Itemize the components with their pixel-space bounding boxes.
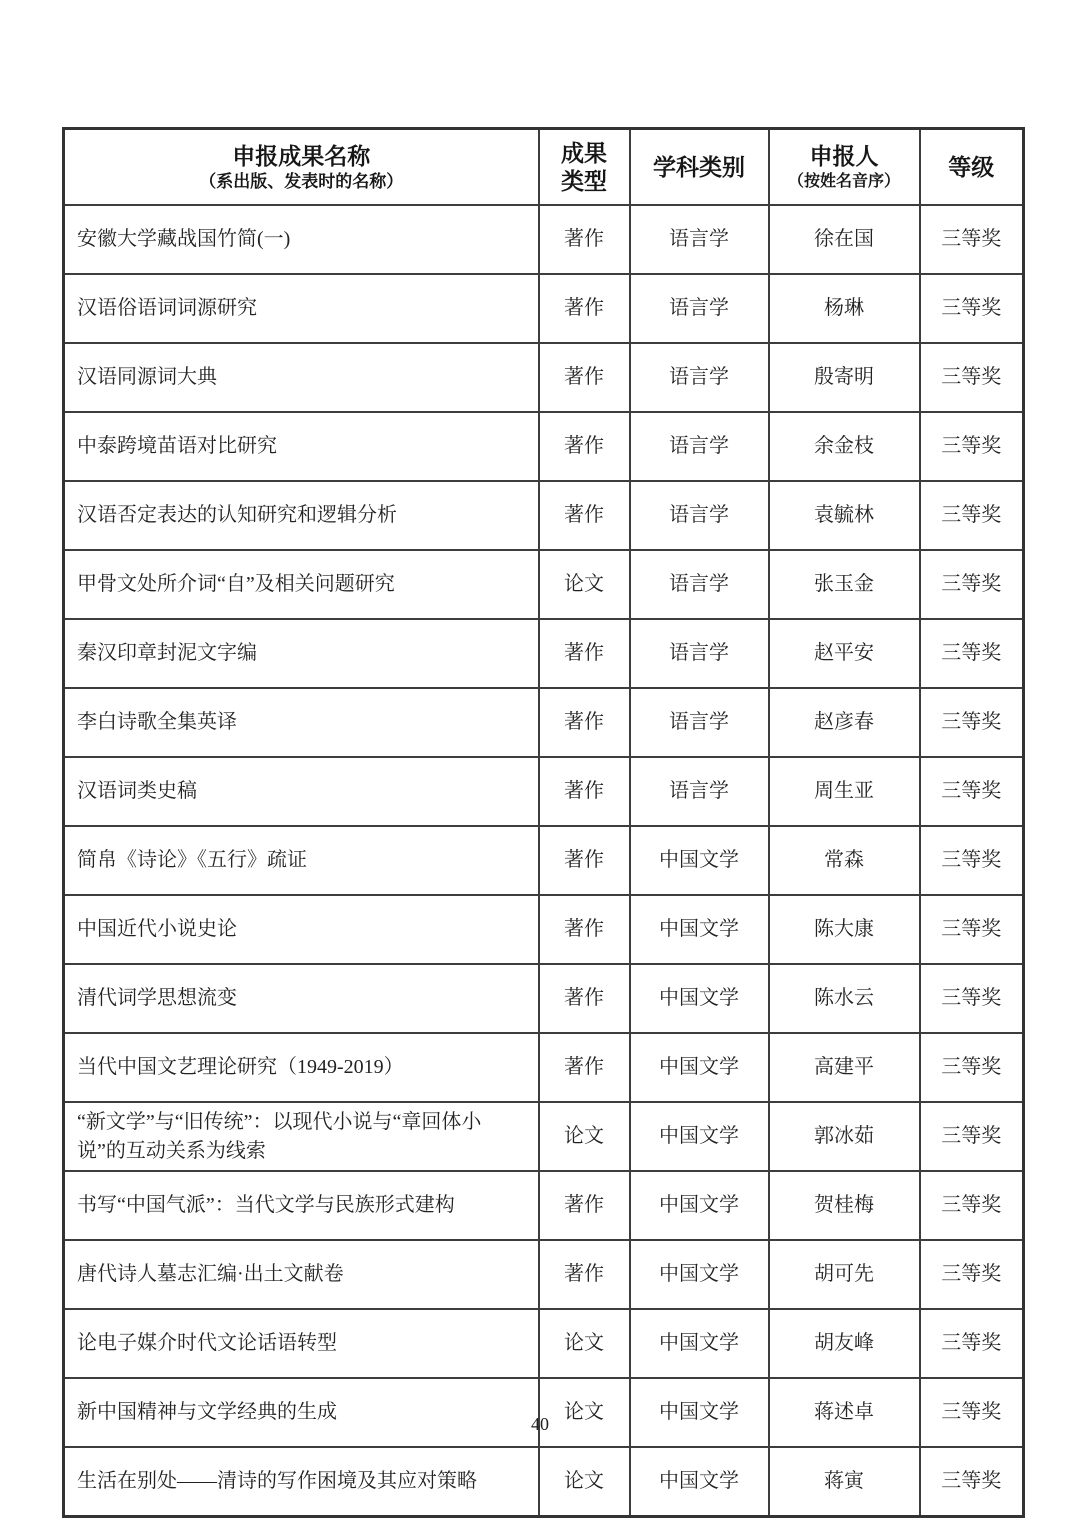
cell-category: 语言学 xyxy=(630,550,769,619)
table-row xyxy=(64,1033,1024,1102)
cell-applicant: 蒋寅 xyxy=(769,1447,920,1517)
table-row xyxy=(64,1378,1024,1447)
cell-applicant: 陈大康 xyxy=(769,895,920,964)
cell-grade: 三等奖 xyxy=(920,757,1024,826)
cell-type: 著作 xyxy=(539,895,630,964)
cell-title: 中泰跨境苗语对比研究 xyxy=(64,412,539,481)
col-header-applicant xyxy=(769,129,920,206)
cell-category: 中国文学 xyxy=(630,1447,769,1517)
cell-applicant: 殷寄明 xyxy=(769,343,920,412)
cell-category: 中国文学 xyxy=(630,1378,769,1447)
cell-grade: 三等奖 xyxy=(920,1378,1024,1447)
cell-type: 著作 xyxy=(539,412,630,481)
cell-title: 简帛《诗论》《五行》疏证 xyxy=(64,826,539,895)
cell-title: 汉语词类史稿 xyxy=(64,757,539,826)
cell-type: 著作 xyxy=(539,688,630,757)
col-header-achievement-type xyxy=(539,129,630,206)
cell-title: 安徽大学藏战国竹简(一) xyxy=(64,205,539,274)
cell-type: 论文 xyxy=(539,550,630,619)
cell-grade: 三等奖 xyxy=(920,1240,1024,1309)
cell-title: 唐代诗人墓志汇编·出土文献卷 xyxy=(64,1240,539,1309)
table-row xyxy=(64,1171,1024,1240)
cell-grade: 三等奖 xyxy=(920,619,1024,688)
col-header-subject-category-label: 学科类别 xyxy=(653,153,745,180)
table-row xyxy=(64,205,1024,274)
cell-grade: 三等奖 xyxy=(920,1447,1024,1517)
cell-grade: 三等奖 xyxy=(920,826,1024,895)
cell-applicant: 袁毓林 xyxy=(769,481,920,550)
cell-grade: 三等奖 xyxy=(920,274,1024,343)
table-row xyxy=(64,1309,1024,1378)
cell-grade: 三等奖 xyxy=(920,550,1024,619)
cell-grade: 三等奖 xyxy=(920,205,1024,274)
table-row xyxy=(64,1447,1024,1517)
cell-type: 著作 xyxy=(539,205,630,274)
cell-grade: 三等奖 xyxy=(920,1171,1024,1240)
cell-category: 中国文学 xyxy=(630,1240,769,1309)
cell-title: 汉语同源词大典 xyxy=(64,343,539,412)
cell-category: 语言学 xyxy=(630,205,769,274)
table-row xyxy=(64,895,1024,964)
cell-applicant: 贺桂梅 xyxy=(769,1171,920,1240)
cell-category: 中国文学 xyxy=(630,1102,769,1171)
col-header-applicant-sublabel: （按姓名音序） xyxy=(787,173,900,191)
cell-grade: 三等奖 xyxy=(920,1033,1024,1102)
table-row xyxy=(64,412,1024,481)
table-row xyxy=(64,688,1024,757)
cell-category: 中国文学 xyxy=(630,1171,769,1240)
cell-applicant: 高建平 xyxy=(769,1033,920,1102)
cell-category: 语言学 xyxy=(630,274,769,343)
cell-type: 著作 xyxy=(539,619,630,688)
table-row xyxy=(64,481,1024,550)
cell-applicant: 蒋述卓 xyxy=(769,1378,920,1447)
cell-type: 著作 xyxy=(539,1240,630,1309)
cell-title: 清代词学思想流变 xyxy=(64,964,539,1033)
table-body xyxy=(64,205,1024,1517)
cell-applicant: 徐在国 xyxy=(769,205,920,274)
cell-type: 著作 xyxy=(539,964,630,1033)
cell-applicant: 余金枝 xyxy=(769,412,920,481)
col-header-grade-label: 等级 xyxy=(948,153,995,180)
cell-grade: 三等奖 xyxy=(920,688,1024,757)
cell-type: 著作 xyxy=(539,481,630,550)
header-row xyxy=(64,129,1024,206)
cell-applicant: 胡可先 xyxy=(769,1240,920,1309)
cell-title: 汉语俗语词词源研究 xyxy=(64,274,539,343)
cell-type: 著作 xyxy=(539,826,630,895)
cell-applicant: 赵彦春 xyxy=(769,688,920,757)
cell-applicant: 张玉金 xyxy=(769,550,920,619)
cell-applicant: 周生亚 xyxy=(769,757,920,826)
cell-title: 论电子媒介时代文论话语转型 xyxy=(64,1309,539,1378)
cell-category: 中国文学 xyxy=(630,1309,769,1378)
table-row xyxy=(64,1102,1024,1171)
cell-title: “新文学”与“旧传统”：以现代小说与“章回体小说”的互动关系为线索 xyxy=(64,1102,539,1171)
cell-category: 中国文学 xyxy=(630,964,769,1033)
col-header-subject-category xyxy=(630,129,769,206)
col-header-achievement-name xyxy=(64,129,539,206)
cell-title: 秦汉印章封泥文字编 xyxy=(64,619,539,688)
cell-grade: 三等奖 xyxy=(920,412,1024,481)
cell-title: 中国近代小说史论 xyxy=(64,895,539,964)
cell-grade: 三等奖 xyxy=(920,343,1024,412)
cell-title: 生活在别处——清诗的写作困境及其应对策略 xyxy=(64,1447,539,1517)
cell-title: 当代中国文艺理论研究（1949-2019） xyxy=(64,1033,539,1102)
cell-applicant: 杨琳 xyxy=(769,274,920,343)
cell-grade: 三等奖 xyxy=(920,1102,1024,1171)
cell-category: 中国文学 xyxy=(630,826,769,895)
table-row xyxy=(64,826,1024,895)
page-number: 40 xyxy=(531,1414,549,1434)
col-header-achievement-type-label: 成果类型 xyxy=(561,139,607,194)
cell-type: 著作 xyxy=(539,757,630,826)
table-row xyxy=(64,1240,1024,1309)
cell-category: 中国文学 xyxy=(630,1033,769,1102)
cell-applicant: 胡友峰 xyxy=(769,1309,920,1378)
table-row xyxy=(64,550,1024,619)
cell-grade: 三等奖 xyxy=(920,481,1024,550)
cell-grade: 三等奖 xyxy=(920,1309,1024,1378)
cell-title: 汉语否定表达的认知研究和逻辑分析 xyxy=(64,481,539,550)
cell-category: 中国文学 xyxy=(630,895,769,964)
cell-title: 甲骨文处所介词“自”及相关问题研究 xyxy=(64,550,539,619)
cell-type: 著作 xyxy=(539,1033,630,1102)
cell-applicant: 赵平安 xyxy=(769,619,920,688)
cell-type: 论文 xyxy=(539,1309,630,1378)
cell-category: 语言学 xyxy=(630,619,769,688)
cell-grade: 三等奖 xyxy=(920,964,1024,1033)
cell-applicant: 常森 xyxy=(769,826,920,895)
col-header-applicant-label: 申报人 xyxy=(809,143,879,170)
cell-type: 著作 xyxy=(539,1171,630,1240)
cell-grade: 三等奖 xyxy=(920,895,1024,964)
cell-applicant: 郭冰茹 xyxy=(769,1102,920,1171)
cell-category: 语言学 xyxy=(630,688,769,757)
cell-title: 新中国精神与文学经典的生成 xyxy=(64,1378,539,1447)
col-header-grade xyxy=(920,129,1024,206)
cell-category: 语言学 xyxy=(630,481,769,550)
table-row xyxy=(64,619,1024,688)
cell-category: 语言学 xyxy=(630,343,769,412)
cell-category: 语言学 xyxy=(630,757,769,826)
table-header xyxy=(64,129,1024,206)
cell-title: 书写“中国气派”：当代文学与民族形式建构 xyxy=(64,1171,539,1240)
cell-type: 著作 xyxy=(539,343,630,412)
table-row xyxy=(64,964,1024,1033)
cell-applicant: 陈水云 xyxy=(769,964,920,1033)
col-header-achievement-name-label: 申报成果名称 xyxy=(232,142,371,169)
table-row xyxy=(64,274,1024,343)
table-row xyxy=(64,343,1024,412)
cell-type: 著作 xyxy=(539,274,630,343)
cell-title: 李白诗歌全集英译 xyxy=(64,688,539,757)
table-row xyxy=(64,757,1024,826)
cell-type: 论文 xyxy=(539,1447,630,1517)
col-header-achievement-name-sublabel: （系出版、发表时的名称） xyxy=(199,171,404,191)
awards-table xyxy=(62,127,1025,1518)
cell-type: 论文 xyxy=(539,1102,630,1171)
cell-category: 语言学 xyxy=(630,412,769,481)
cell-type: 论文 xyxy=(539,1378,630,1447)
